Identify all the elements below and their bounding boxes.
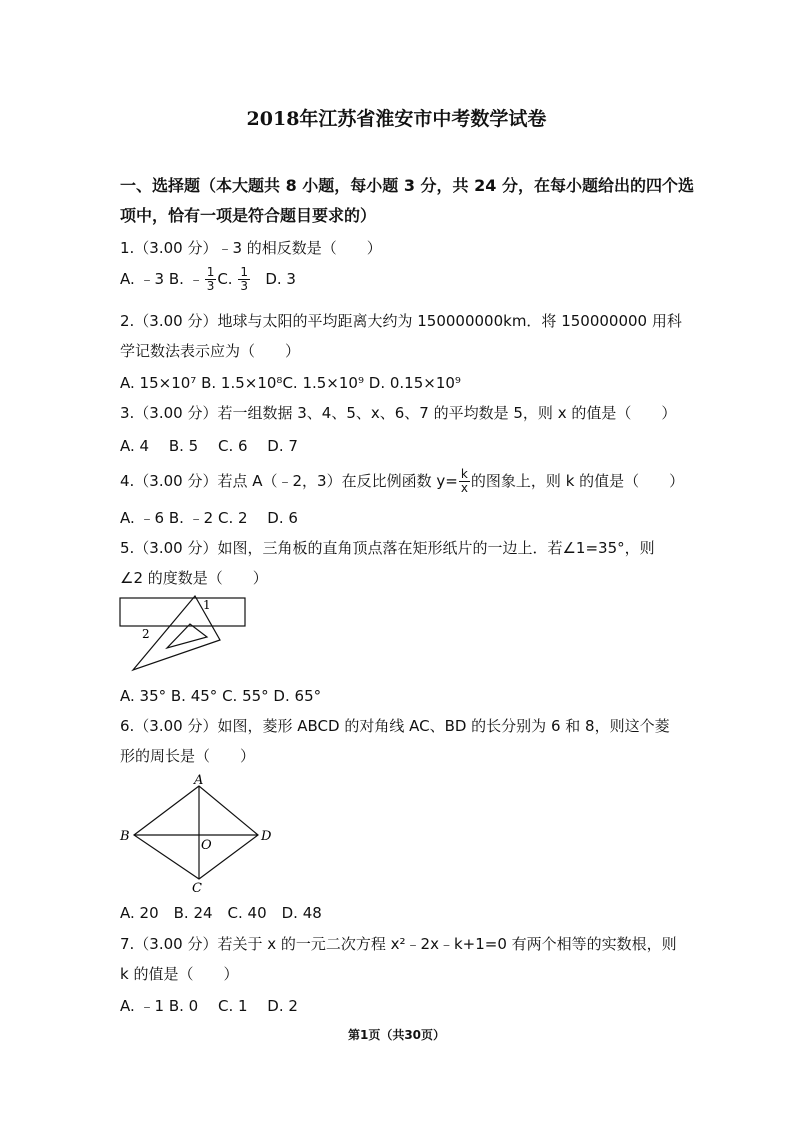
q5-figure	[115, 592, 255, 677]
q6-stem-line1: 6.（3.00 分）如图，菱形 ABCD 的对角线 AC、BD 的长分别为 6 和 8，则这个菱	[120, 717, 670, 735]
q1-option-d: D. 3	[265, 270, 296, 288]
q4-options: A. ﹣6 B. ﹣2 C. 2 D. 6	[120, 509, 298, 527]
page-title: 2018年江苏省淮安市中考数学试卷	[246, 108, 547, 130]
q2-option-d: D. 0.15×10⁹	[368, 374, 461, 392]
q6-figure	[115, 772, 280, 897]
q3-stem: 3.（3.00 分）若一组数据 3、4、5、x、6、7 的平均数是 5，则 x 的值是（ ）	[120, 404, 677, 422]
page-footer: 第1页（共30页）	[347, 1028, 446, 1042]
q2-stem-line2: 学记数法表示应为（ ）	[120, 342, 301, 360]
section-heading-line2: 项中，恰有一项是符合题目要求的）	[120, 206, 377, 225]
q2-stem-line1: 2.（3.00 分）地球与太阳的平均距离大约为 150000000km．将 150000000 用科	[120, 312, 682, 330]
q5-stem-line2: ∠2 的度数是（ ）	[120, 569, 268, 587]
center-label-o: O	[201, 838, 212, 853]
q1-option-c: C. $\frac{1}{3}$	[217, 265, 248, 293]
q2-option-b: B. 1.5×10⁸	[201, 374, 283, 392]
q2-option-a: A. 15×10⁷	[120, 374, 197, 392]
vertex-label-a: A	[194, 773, 204, 788]
q7-stem-line2: k 的值是（ ）	[120, 965, 239, 983]
q2-option-c: C. 1.5×10⁹	[282, 374, 364, 392]
q7-stem-line1: 7.（3.00 分）若关于 x 的一元二次方程 x²﹣2x﹣k+1=0 有两个相等的实数根，则	[120, 935, 677, 953]
rectangle-paper	[120, 598, 245, 626]
q4-stem: 4.（3.00 分）若点 A（﹣2，3）在反比例函数 y= $\frac{k}{x}$ 的图象上，则 k 的值是（ ）	[120, 467, 685, 495]
q2-options	[120, 373, 461, 393]
q1-options	[120, 266, 296, 293]
vertex-label-d: D	[261, 829, 272, 844]
fraction: $\frac{1}{3}$	[240, 265, 248, 293]
q1-option-b: B. ﹣ $\frac{1}{3}$	[168, 265, 215, 293]
angle-label-1: 1	[203, 598, 211, 612]
triangle-ruler-inner	[167, 624, 207, 648]
q5-stem-line1: 5.（3.00 分）如图，三角板的直角顶点落在矩形纸片的一边上．若∠1=35°，则	[120, 539, 655, 557]
rhombus	[134, 786, 258, 879]
fraction: $\frac{k}{x}$	[460, 467, 468, 495]
fraction: $\frac{1}{3}$	[206, 265, 215, 293]
angle-label-2: 2	[142, 627, 150, 641]
q1-option-a: A. ﹣3	[120, 270, 165, 288]
q6-stem-line2: 形的周长是（ ）	[120, 747, 256, 765]
section-heading-line1: 一、选择题（本大题共 8 小题，每小题 3 分，共 24 分，在每小题给出的四个选	[120, 176, 694, 195]
vertex-label-b: B	[120, 829, 130, 844]
q7-options: A. ﹣1 B. 0 C. 1 D. 2	[120, 997, 298, 1015]
q5-options: A. 35° B. 45° C. 55° D. 65°	[120, 687, 322, 705]
q1-stem: 1.（3.00 分）﹣3 的相反数是（ ）	[120, 239, 382, 257]
q6-options: A. 20 B. 24 C. 40 D. 48	[120, 904, 322, 922]
q3-options: A. 4 B. 5 C. 6 D. 7	[120, 437, 298, 455]
vertex-label-c: C	[192, 881, 202, 896]
